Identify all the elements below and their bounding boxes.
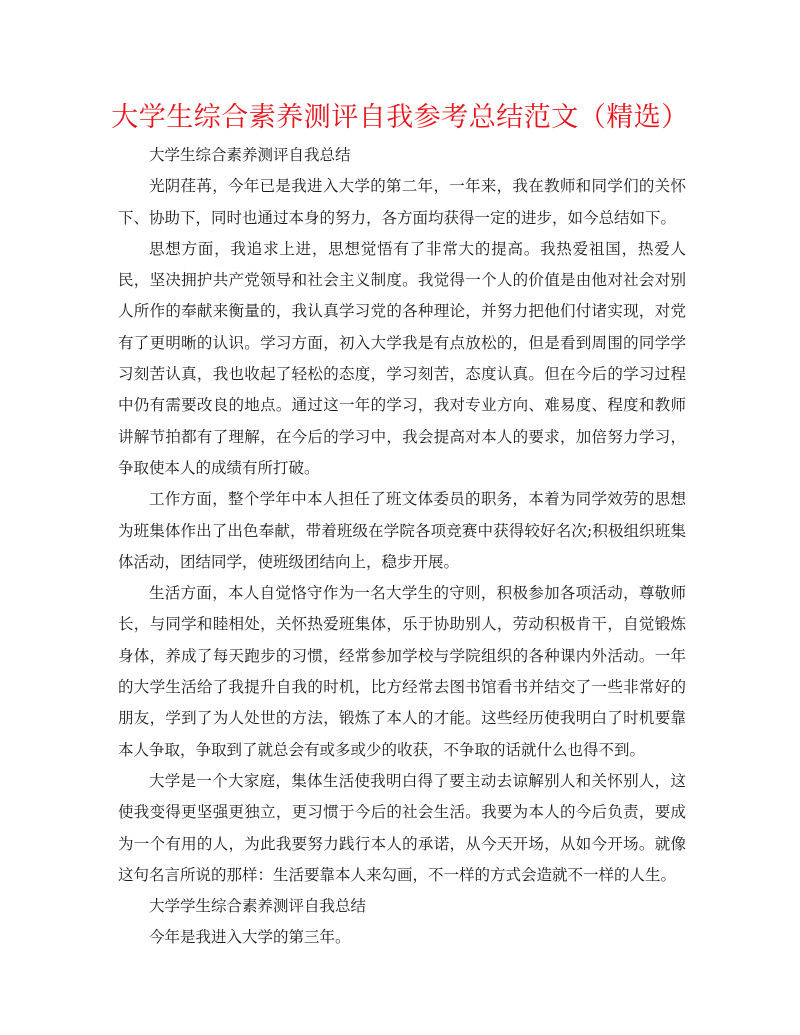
paragraph: 生活方面，本人自觉恪守作为一名大学生的守则，积极参加各项活动，尊敬师长，与同学和睦相处，关怀热爱班集体，乐于协助别人，劳动积极肯干，自觉锻炼身体，养成了每天跑步的习惯，经常参加学校与学院组织的各种课内外活动。一年的大学生活给了我提升自我的时机，比方经常去图书馆看书并结交了一些非常好的朋友，学到了为人处世的方法，锻炼了本人的才能。这些经历使我明白了时机要靠本人争取，争取到了就总会有或多或少的收获，不争取的话就什么也得不到。: [118, 584, 686, 759]
document-title: 大学生综合素养测评自我参考总结范文（精选）: [111, 102, 689, 133]
document-body: [118, 140, 686, 954]
paragraph: 大学是一个大家庭，集体生活使我明白得了要主动去谅解别人和关怀别人，这使我变得更坚强更独立，更习惯于今后的社会生活。我要为本人的今后负责，要成为一个有用的人，为此我要努力践行本人的承诺，从今天开场，从如今开场。就像这句名言所说的那样：生活要靠本人来勾画，不一样的方式会造就不一样的人生。: [118, 771, 686, 884]
section-heading: 大学学生综合素养测评自我总结: [149, 897, 367, 916]
paragraph: 思想方面，我追求上进，思想觉悟有了非常大的提高。我热爱祖国，热爱人民，坚决拥护共产党领导和社会主义制度。我觉得一个人的价值是由他对社会对别人所作的奉献来衡量的，我认真学习党的各种理论，并努力把他们付诸实现，对党有了更明晰的认识。学习方面，初入大学我是有点放松的，但是看到周围的同学学习刻苦认真，我也收起了轻松的态度，学习刻苦，态度认真。但在今后的学习过程中仍有需要改良的地点。通过这一年的学习，我对专业方向、难易度、程度和教师讲解节拍都有了理解，在今后的学习中，我会提高对本人的要求，加倍努力学习，争取使本人的成绩有所打破。: [118, 239, 686, 477]
paragraph: 今年是我进入大学的第三年。: [149, 928, 351, 947]
paragraph: 光阴荏苒，今年已是我进入大学的第二年，一年来，我在教师和同学们的关怀下、协助下，同时也通过本身的努力，各方面均获得一定的进步，如今总结如下。: [118, 177, 686, 227]
section-heading: 大学生综合素养测评自我总结: [149, 146, 351, 164]
paragraph: 工作方面，整个学年中本人担任了班文体委员的职务，本着为同学效劳的思想为班集体作出了出色奉献，带着班级在学院各项竞赛中获得较好名次;积极组织班集体活动，团结同学，使班级团结向上，稳步开展。: [118, 490, 686, 571]
